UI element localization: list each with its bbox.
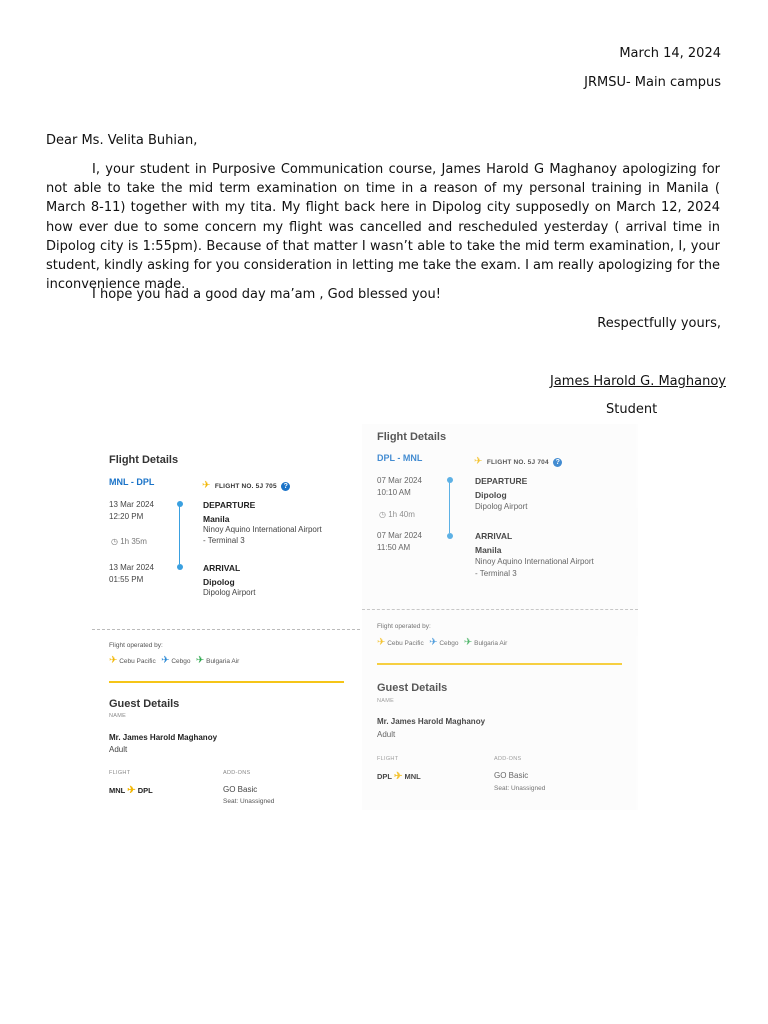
flight-card-outbound	[92, 440, 360, 810]
clock-icon: ◷	[111, 537, 118, 546]
arrival-city: Dipolog	[203, 577, 235, 587]
guest-name: Mr. James Harold Maghanoy	[377, 717, 486, 726]
plane-icon: ✈	[429, 637, 438, 648]
departure-label: DEPARTURE	[475, 476, 528, 486]
departure-airport: Dipolog Airport	[475, 502, 528, 511]
plane-icon: ✈	[127, 785, 136, 796]
accent-divider	[377, 663, 622, 665]
operator-cebgo: Cebgo	[439, 640, 459, 647]
arrival-time: 11:50 AM	[377, 543, 411, 552]
operator-bulgaria-air: Bulgaria Air	[474, 640, 508, 647]
addons-caption: ADD-ONS	[223, 770, 251, 776]
duration	[379, 510, 415, 519]
timeline-line	[449, 482, 450, 533]
flight-to: MNL	[404, 772, 421, 781]
flight-to: DPL	[137, 786, 153, 795]
flight-caption: FLIGHT	[109, 770, 131, 776]
guest-name: Mr. James Harold Maghanoy	[109, 733, 218, 742]
arrival-airport: Ninoy Aquino International Airport	[475, 557, 594, 566]
departure-date: 07 Mar 2024	[377, 476, 422, 485]
name-caption: NAME	[377, 698, 395, 704]
operators	[377, 637, 507, 648]
arrival-date: 07 Mar 2024	[377, 531, 422, 540]
flight-caption: FLIGHT	[377, 756, 399, 762]
plane-icon: ✈	[109, 655, 118, 666]
departure-airport: Ninoy Aquino International Airport	[203, 525, 322, 534]
letter-place: JRMSU- Main campus	[584, 75, 721, 90]
timeline-line	[179, 506, 180, 564]
route: DPL - MNL	[377, 453, 423, 463]
name-caption: NAME	[109, 713, 127, 719]
departure-time: 10:10 AM	[377, 488, 411, 497]
signature-title: Student	[606, 402, 658, 417]
departure-date: 13 Mar 2024	[109, 500, 154, 509]
arrival-airport: Dipolog Airport	[203, 588, 256, 597]
route: MNL - DPL	[109, 477, 155, 487]
arrival-label: ARRIVAL	[475, 531, 513, 541]
timeline-start-dot	[447, 477, 453, 483]
divider	[92, 629, 360, 630]
operated-by: Flight operated by:	[109, 642, 163, 649]
letter-date: March 14, 2024	[619, 46, 721, 61]
closing-wish: I hope you had a good day ma’am , God blessed you!	[92, 287, 441, 302]
divider	[362, 609, 638, 610]
operator-cebu-pacific: Cebu Pacific	[119, 658, 156, 665]
plane-icon: ✈	[202, 480, 211, 491]
operator-bulgaria-air: Bulgaria Air	[206, 658, 240, 665]
flight-number-text: FLIGHT NO. 5J 704	[486, 459, 549, 466]
flight-route	[109, 785, 153, 796]
info-icon[interactable]: ?	[281, 482, 290, 491]
departure-time: 12:20 PM	[109, 512, 144, 521]
departure-city: Dipolog	[475, 490, 507, 500]
guest-details-title: Guest Details	[377, 682, 448, 694]
arrival-city: Manila	[475, 545, 502, 555]
body-text: I, your student in Purposive Communication course, James Harold G Maghanoy apologizing for not able to take the mid term examination on time in a reason of my personal training in Manila ( March 8-11) together with my tita. My flight back here in Dipolog city supposedly on March 12, 2024 how ever due to some concern my flight was cancelled and rescheduled yesterday ( arrival time in Dipolog city is 1:55pm). Because of that matter I wasn’t able to take the mid term examination, I, your student, kindly asking for you consideration in letting me take the exam. I am really apologizing for the inconvenience made.	[46, 162, 720, 293]
flight-card-return	[362, 424, 638, 810]
plane-icon: ✈	[161, 655, 170, 666]
plane-icon: ✈	[463, 637, 473, 648]
duration-text: 1h 40m	[388, 510, 415, 519]
plane-icon: ✈	[195, 655, 205, 666]
accent-divider	[109, 681, 344, 683]
timeline-end-dot	[447, 533, 453, 539]
timeline-end-dot	[177, 564, 183, 570]
clock-icon: ◷	[379, 510, 386, 519]
arrival-terminal: - Terminal 3	[475, 569, 517, 578]
guest-details-title: Guest Details	[109, 698, 180, 710]
flight-details-title: Flight Details	[109, 454, 179, 466]
operated-by: Flight operated by:	[377, 623, 431, 630]
flight-from: DPL	[377, 772, 392, 781]
timeline-start-dot	[177, 501, 183, 507]
duration-text: 1h 35m	[120, 537, 147, 546]
guest-type: Adult	[109, 745, 128, 754]
arrival-date: 13 Mar 2024	[109, 563, 154, 572]
arrival-time: 01:55 PM	[109, 575, 144, 584]
departure-terminal: - Terminal 3	[203, 536, 245, 545]
info-icon[interactable]: ?	[553, 458, 562, 467]
guest-type: Adult	[377, 730, 396, 739]
plane-icon: ✈	[474, 456, 483, 467]
departure-label: DEPARTURE	[203, 500, 256, 510]
addons-caption: ADD-ONS	[494, 756, 522, 762]
operators	[109, 655, 239, 666]
departure-city: Manila	[203, 514, 230, 524]
seat: Seat: Unassigned	[494, 785, 546, 792]
arrival-label: ARRIVAL	[203, 563, 241, 573]
plane-icon: ✈	[377, 637, 386, 648]
body-paragraph	[46, 160, 720, 294]
flight-number	[202, 475, 290, 493]
plane-icon: ✈	[393, 771, 403, 782]
addon: GO Basic	[494, 771, 529, 780]
salutation: Dear Ms. Velita Buhian,	[46, 133, 198, 148]
signature-name: James Harold G. Maghanoy	[550, 374, 726, 389]
addon: GO Basic	[223, 785, 258, 794]
flight-from: MNL	[109, 786, 126, 795]
flight-route	[377, 771, 421, 782]
duration	[111, 537, 147, 546]
seat: Seat: Unassigned	[223, 798, 275, 805]
operator-cebu-pacific: Cebu Pacific	[387, 640, 424, 647]
flight-details-title: Flight Details	[377, 431, 447, 443]
flight-number-text: FLIGHT NO. 5J 705	[214, 483, 277, 490]
operator-cebgo: Cebgo	[171, 658, 191, 665]
closing: Respectfully yours,	[597, 316, 721, 331]
flight-number	[474, 451, 562, 469]
